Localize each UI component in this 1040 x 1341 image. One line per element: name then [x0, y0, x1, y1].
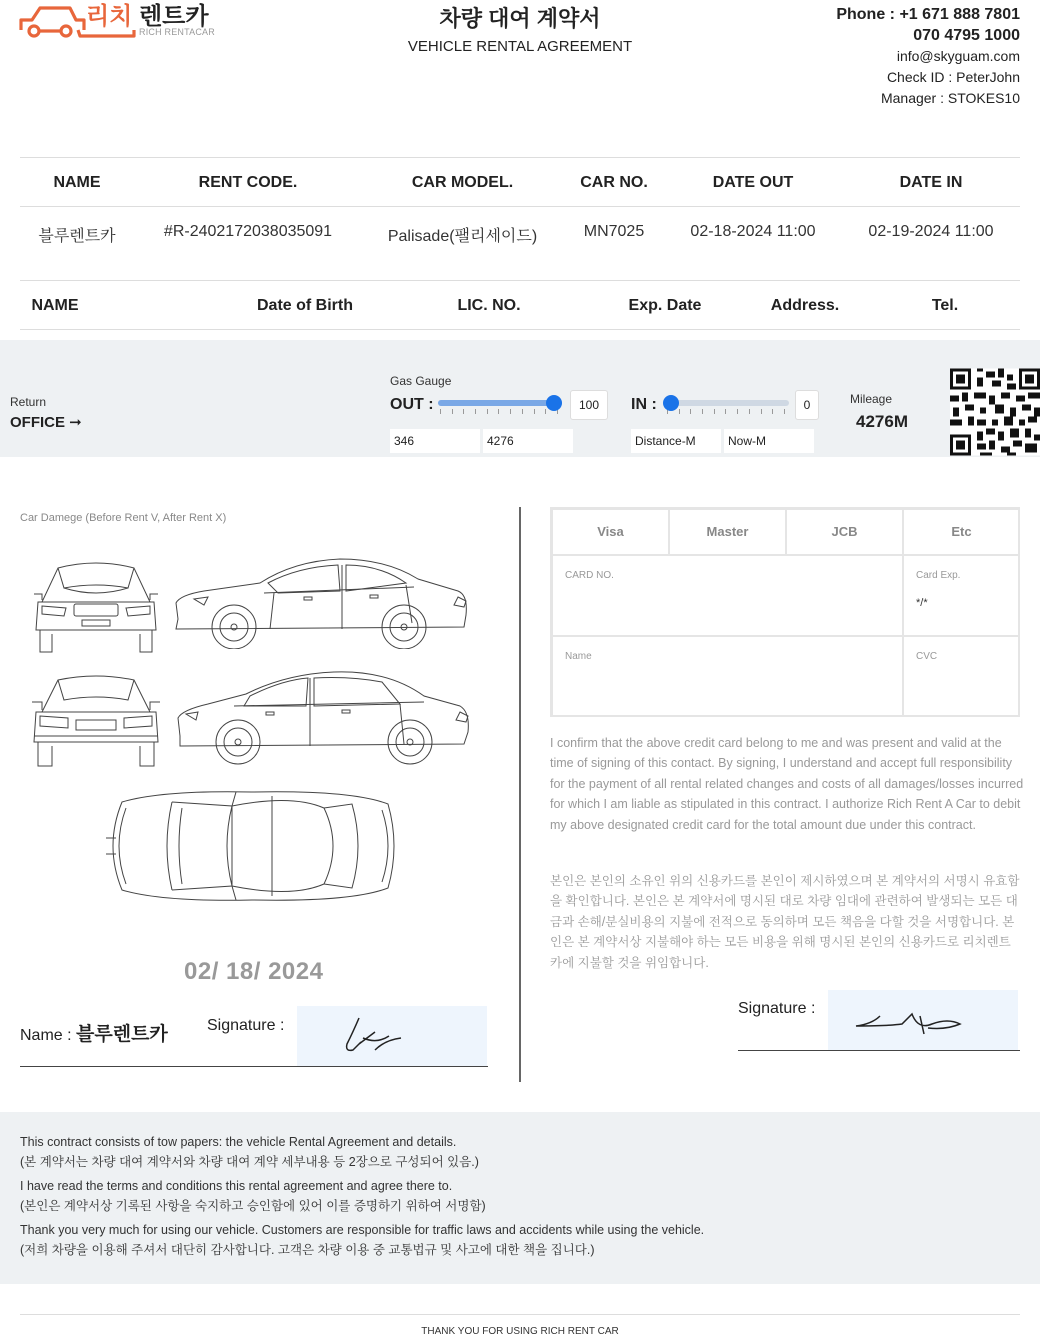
- damage-label: Car Damege (Before Rent V, After Rent X): [20, 512, 227, 524]
- signature-underline: [20, 1066, 488, 1067]
- footer-line: (저희 차량을 이용해 주셔서 대단히 감사합니다. 고객은 차량 이용 중 교통법규 및 사고에 대한 책을 집니다.): [20, 1242, 595, 1257]
- car-left-side-diagram[interactable]: [174, 670, 472, 766]
- table-rule: [20, 206, 1020, 207]
- card-type-etc[interactable]: Etc: [903, 509, 1020, 555]
- card-exp-value: */*: [916, 597, 928, 609]
- rental-header-date-in: DATE IN: [899, 174, 963, 191]
- car-top-view-diagram[interactable]: [102, 788, 402, 904]
- footer-line: (본인은 계약서상 기록된 사항을 숙지하고 승인함에 있어 이를 증명하기 위하여 서명함): [20, 1198, 486, 1213]
- page-title-kr: 차량 대여 계약서: [439, 6, 601, 31]
- footer-line: This contract consists of tow papers: the vehicle Rental Agreement and details.: [20, 1135, 457, 1149]
- mileage-value: 4276M: [856, 412, 908, 431]
- driver-header-lic-no: LIC. NO.: [457, 297, 521, 314]
- return-location: OFFICE ➞: [10, 414, 82, 431]
- thanks-text: THANK YOU FOR USING RICH RENT CAR: [421, 1326, 619, 1337]
- driver-header-address: Address.: [770, 297, 840, 314]
- contract-date: 02/ 18/ 2024: [184, 958, 324, 985]
- card-signature-label: Signature :: [738, 1000, 816, 1017]
- card-signature-stroke: [828, 990, 1018, 1050]
- footer-rule: [20, 1314, 1020, 1315]
- card-exp-label: Card Exp.: [916, 570, 961, 581]
- footer-line: (본 계약서는 차량 대여 계약서와 차량 대여 계약 세부내용 등 2장으로 구성되어 있음.): [20, 1154, 479, 1169]
- card-signature-underline: [738, 1050, 1020, 1051]
- return-label: Return: [10, 395, 47, 409]
- renter-name-label: Name :: [20, 1027, 77, 1044]
- page-title-en: VEHICLE RENTAL AGREEMENT: [407, 38, 633, 55]
- renter-name-value: 블루렌트카: [76, 1024, 168, 1045]
- rental-header-car-model: CAR MODEL.: [411, 174, 514, 191]
- card-signature-pad[interactable]: [828, 990, 1018, 1050]
- gas-out-ticks: [440, 409, 558, 415]
- gas-out-label: OUT :: [390, 396, 434, 413]
- gas-gauge-label: Gas Gauge: [390, 374, 452, 388]
- card-cvc-field[interactable]: [903, 636, 1020, 717]
- rental-cell-date-in: 02-19-2024 11:00: [868, 223, 994, 240]
- logo-subtitle: RICH RENTACAR: [139, 27, 215, 37]
- rental-cell-car-model: Palisade(팰리세이드): [387, 228, 538, 245]
- gas-in-label: IN :: [631, 396, 657, 413]
- card-holder-field[interactable]: [552, 636, 903, 717]
- card-confirm-text-kr: 본인은 본인의 소유인 위의 신용카드를 본인이 제시하였으며 본 계약서의 서명시 유효함을 확인합니다. 본인은 본 계약서에 명시된 대로 차량 임대에 관련하여 발생되는 모든 대금과 손해/분실비용의 지불에 전적으로 동의하며 모든 책음을 다할 것을 서명합니다. 본인은 본 계약서상 지불해야 하는 모든 비용을 위해 명시된 본인의 신용카드로 리치렌트카에 지불할 것을 위임합니다.: [550, 874, 1020, 970]
- logo-text-2: 렌트카: [139, 2, 209, 30]
- car-front-view-diagram[interactable]: [34, 558, 158, 654]
- gas-in-thumb[interactable]: [663, 395, 679, 411]
- qr-code-icon: [950, 368, 1040, 456]
- out-distance-field[interactable]: 346: [390, 429, 480, 453]
- driver-header-exp-date: Exp. Date: [628, 297, 702, 314]
- contact-block: [836, 4, 1020, 109]
- out-now-field[interactable]: 4276: [483, 429, 573, 453]
- contact-phone-2: 070 4795 1000: [913, 27, 1020, 44]
- footer-line: Thank you very much for using our vehicle. Customers are responsible for traffic laws and accidents while using the vehicle.: [20, 1223, 705, 1237]
- footer-notes: [20, 1133, 704, 1260]
- driver-header-dob: Date of Birth: [257, 297, 353, 314]
- rental-cell-date-out: 02-18-2024 11:00: [690, 223, 816, 240]
- card-cvc-label: CVC: [916, 651, 938, 662]
- renter-signature-stroke: [297, 1006, 487, 1066]
- rental-cell-rent-code: #R-2402172038035091: [163, 223, 333, 240]
- renter-signature-pad[interactable]: [297, 1006, 487, 1066]
- card-type-visa[interactable]: Visa: [552, 509, 669, 555]
- footer-line: I have read the terms and conditions this rental agreement and agree there to.: [20, 1179, 453, 1193]
- table-rule: [20, 329, 1020, 330]
- gas-out-track-fill: [438, 400, 562, 406]
- card-type-master[interactable]: Master: [669, 509, 786, 555]
- card-confirm-text-en: I confirm that the above credit card belong to me and was present and valid at the time of signing of this contact. By signing, I understand and accept full responsibility for the payment of all rental related changes and costs of all damages/losses incurred for which I am liable as stipulated in this contract. I authorize Rich Rent A Car to debit my above designated credit card for the total amount due under this contract.: [550, 736, 1024, 832]
- rental-cell-car-no: MN7025: [583, 223, 645, 240]
- car-rear-view-diagram[interactable]: [32, 672, 160, 770]
- gas-in-value[interactable]: 0: [795, 390, 819, 420]
- contact-manager: Manager : STOKES10: [880, 90, 1020, 106]
- table-rule: [20, 280, 1020, 281]
- car-right-side-diagram[interactable]: [174, 557, 470, 649]
- card-number-label: CARD NO.: [565, 570, 614, 581]
- contact-check-id: Check ID : PeterJohn: [886, 69, 1020, 85]
- contact-email: info@skyguam.com: [896, 48, 1020, 64]
- section-divider: [519, 507, 521, 1082]
- gas-in-ticks: [667, 409, 785, 415]
- gas-out-thumb[interactable]: [546, 395, 562, 411]
- in-distance-field[interactable]: Distance-M: [631, 429, 721, 453]
- rental-header-name: NAME: [53, 174, 101, 191]
- table-rule: [20, 157, 1020, 158]
- mileage-label: Mileage: [850, 392, 893, 406]
- rental-cell-name: 블루렌트카: [38, 228, 116, 245]
- rental-header-rent-code: RENT CODE.: [198, 174, 298, 191]
- card-info-grid: [550, 507, 1020, 717]
- driver-header-tel: Tel.: [931, 297, 959, 314]
- renter-signature-label: Signature :: [207, 1017, 285, 1034]
- rental-header-car-no: CAR NO.: [580, 174, 648, 191]
- driver-header-name: NAME: [31, 297, 79, 314]
- card-type-jcb[interactable]: JCB: [786, 509, 903, 555]
- gas-out-value[interactable]: 100: [570, 390, 608, 420]
- card-holder-label: Name: [565, 651, 592, 662]
- renter-name-line: [20, 1019, 168, 1046]
- in-now-field[interactable]: Now-M: [724, 429, 814, 453]
- gas-in-track: [665, 400, 789, 406]
- rental-header-date-out: DATE OUT: [712, 174, 794, 191]
- card-number-field[interactable]: [552, 555, 903, 636]
- logo-text: 리치: [86, 2, 133, 30]
- contact-phone: Phone : +1 671 888 7801: [836, 6, 1020, 23]
- card-exp-field[interactable]: [903, 555, 1020, 636]
